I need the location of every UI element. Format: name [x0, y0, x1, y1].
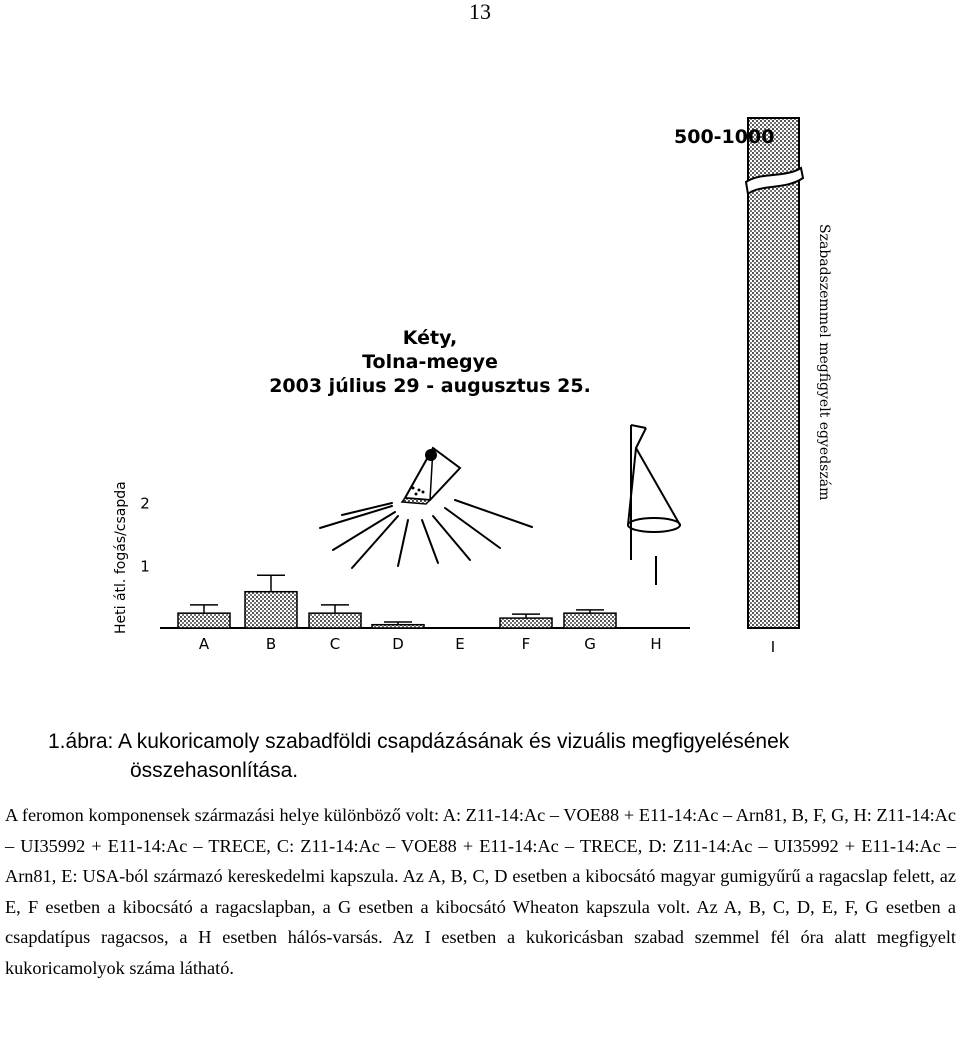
x-tick-label-H: H: [650, 635, 662, 653]
sticky-trap-illustration: [402, 448, 460, 504]
title-line-2: Tolna-megye: [362, 351, 498, 373]
x-tick-label-I: I: [770, 638, 776, 656]
body-paragraph: A feromon komponensek származási helye különböző volt: A: Z11-14:Ac – VOE88 + E11-14:Ac – Arn81, B, F, G, H: Z11-14:Ac – UI35992 + E11-14:Ac – TRECE, C: Z11-14:Ac – VOE88 + E11-14:Ac – TRECE, D: Z11-14:Ac – UI35992 + E11-14:Ac – Arn81, E: USA-ból származó kereskedelmi kapszula. Az A, B, C, D esetben a kibocsátó magyar gumigyűrű a ragacslap felett, az E, F esetben a kibocsátó a ragacslapban, a G esetben a kibocsátó Wheaton kapszula volt. Az A, B, C, D, E, F, G esetben a csapdatípus ragacsos, a H esetben hálós-varsás. Az I esetben a kukoricásban szabad szemmel fél óra alatt megfigyelt kukoricamolyok száma látható.: [5, 805, 956, 978]
x-tick-label-G: G: [584, 635, 596, 653]
page-number: 13: [469, 0, 491, 24]
figure-caption: [48, 727, 928, 785]
bar-C: [309, 613, 361, 628]
y-axis-ticks: [140, 495, 150, 576]
bar-D: [372, 625, 424, 628]
x-tick-label-F: F: [521, 635, 531, 653]
pheromone-rays: [320, 500, 532, 568]
funnel-trap-illustration: [628, 425, 680, 585]
title-line-3: 2003 július 29 - augusztus 25.: [269, 375, 591, 397]
bars-group: [178, 575, 616, 628]
y-tick-label: 1: [140, 557, 150, 576]
bar-I-visual-count: [674, 118, 803, 628]
bar-B: [245, 592, 297, 628]
x-tick-label-D: D: [392, 635, 404, 653]
x-axis-labels: [199, 635, 775, 656]
x-tick-label-B: B: [265, 635, 277, 653]
bar-A: [178, 613, 230, 628]
y-axis-label: Heti átl. fogás/csapda: [113, 481, 129, 634]
caption-line-1: 1.ábra: A kukoricamoly szabadföldi csapdázásának és vizuális megfigyelésének: [48, 730, 790, 753]
x-tick-label-E: E: [455, 635, 465, 653]
chart-title: [269, 327, 591, 397]
title-line-1: Kéty,: [402, 327, 458, 349]
x-tick-label-A: A: [198, 635, 210, 653]
bar-G: [564, 613, 616, 628]
x-tick-label-C: C: [329, 635, 341, 653]
bar-F: [500, 618, 552, 628]
right-side-label: Szabadszemmel megfigyelt egyedszám: [816, 224, 832, 501]
caption-line-2: összehasonlítása.: [130, 759, 299, 782]
y-tick-label: 2: [140, 494, 150, 513]
bar-I-value-label: 500-1000: [674, 126, 775, 148]
